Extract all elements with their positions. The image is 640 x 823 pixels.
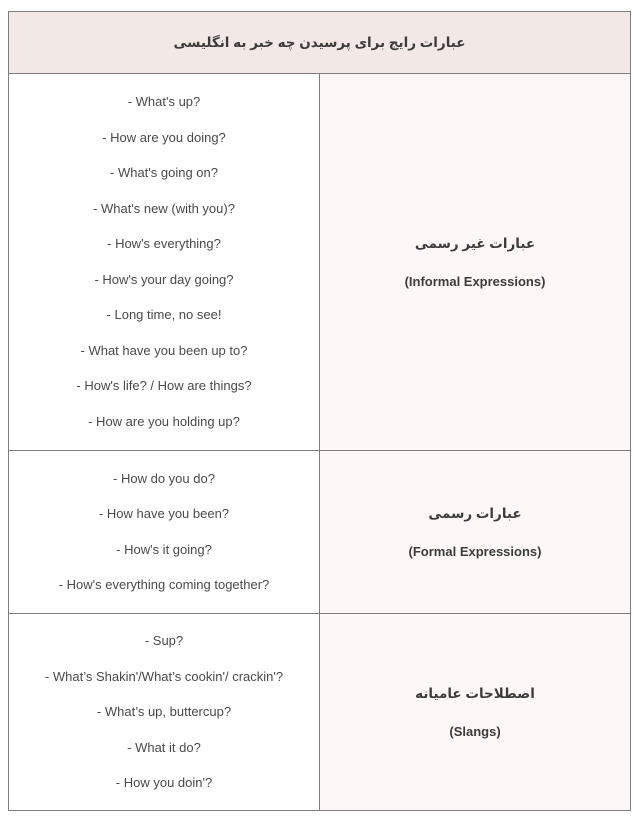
category-label-en: (Informal Expressions) bbox=[404, 273, 546, 289]
category-label-en: (Slangs) bbox=[449, 723, 501, 739]
category-cell-slang bbox=[320, 614, 631, 811]
phrase-item: - What it do? bbox=[127, 739, 201, 755]
phrase-item: - How's your day going? bbox=[94, 271, 234, 287]
phrase-item: - What's new (with you)? bbox=[93, 200, 235, 216]
phrase-item: - What’s up, buttercup? bbox=[96, 704, 232, 719]
category-content bbox=[320, 74, 630, 450]
phrases-cell-slang bbox=[9, 614, 320, 811]
category-content bbox=[320, 451, 630, 613]
phrases-list bbox=[9, 614, 319, 810]
phrase-item: - How's everything? bbox=[107, 236, 221, 252]
category-cell-formal bbox=[320, 451, 631, 614]
category-label-fa: عبارات غیر رسمی bbox=[414, 235, 536, 251]
phrase-item: - Long time, no see! bbox=[106, 307, 222, 323]
category-label-fa: اصطلاحات عامیانه bbox=[415, 685, 535, 701]
phrase-item: - How are you doing? bbox=[102, 129, 226, 145]
category-label-en: (Formal Expressions) bbox=[408, 543, 542, 559]
table-header-row bbox=[9, 12, 631, 74]
phrases-cell-formal bbox=[9, 451, 320, 614]
phrase-item: - How's life? / How are things? bbox=[76, 378, 252, 394]
phrase-item: - What's up? bbox=[127, 94, 201, 110]
phrase-item: - How you doin'? bbox=[115, 775, 213, 790]
category-label-fa: عبارات رسمی bbox=[428, 505, 522, 521]
phrase-item: - What have you been up to? bbox=[80, 342, 248, 358]
phrase-item: - How's everything coming together? bbox=[58, 577, 270, 593]
table-row-formal bbox=[9, 451, 631, 614]
category-cell-informal bbox=[320, 74, 631, 451]
phrases-list bbox=[9, 451, 319, 613]
table-row-slang bbox=[9, 614, 631, 811]
phrase-item: - What's going on? bbox=[110, 165, 218, 181]
phrase-item: - How have you been? bbox=[98, 506, 230, 522]
table-title: عبارات رایج برای پرسیدن چه خبر به انگلیسی bbox=[9, 12, 631, 74]
phrase-item: - What’s Shakin'/What’s cookin'/ crackin'? bbox=[44, 668, 284, 684]
phrases-cell-informal bbox=[9, 74, 320, 451]
phrases-list bbox=[9, 74, 319, 450]
category-content bbox=[320, 614, 630, 810]
expressions-table bbox=[8, 11, 631, 811]
phrase-item: - How's it going? bbox=[116, 541, 212, 557]
table-row-informal bbox=[9, 74, 631, 451]
phrase-item: - How are you holding up? bbox=[88, 413, 240, 429]
phrase-item: - Sup? bbox=[144, 633, 184, 648]
phrase-item: - How do you do? bbox=[113, 470, 215, 486]
